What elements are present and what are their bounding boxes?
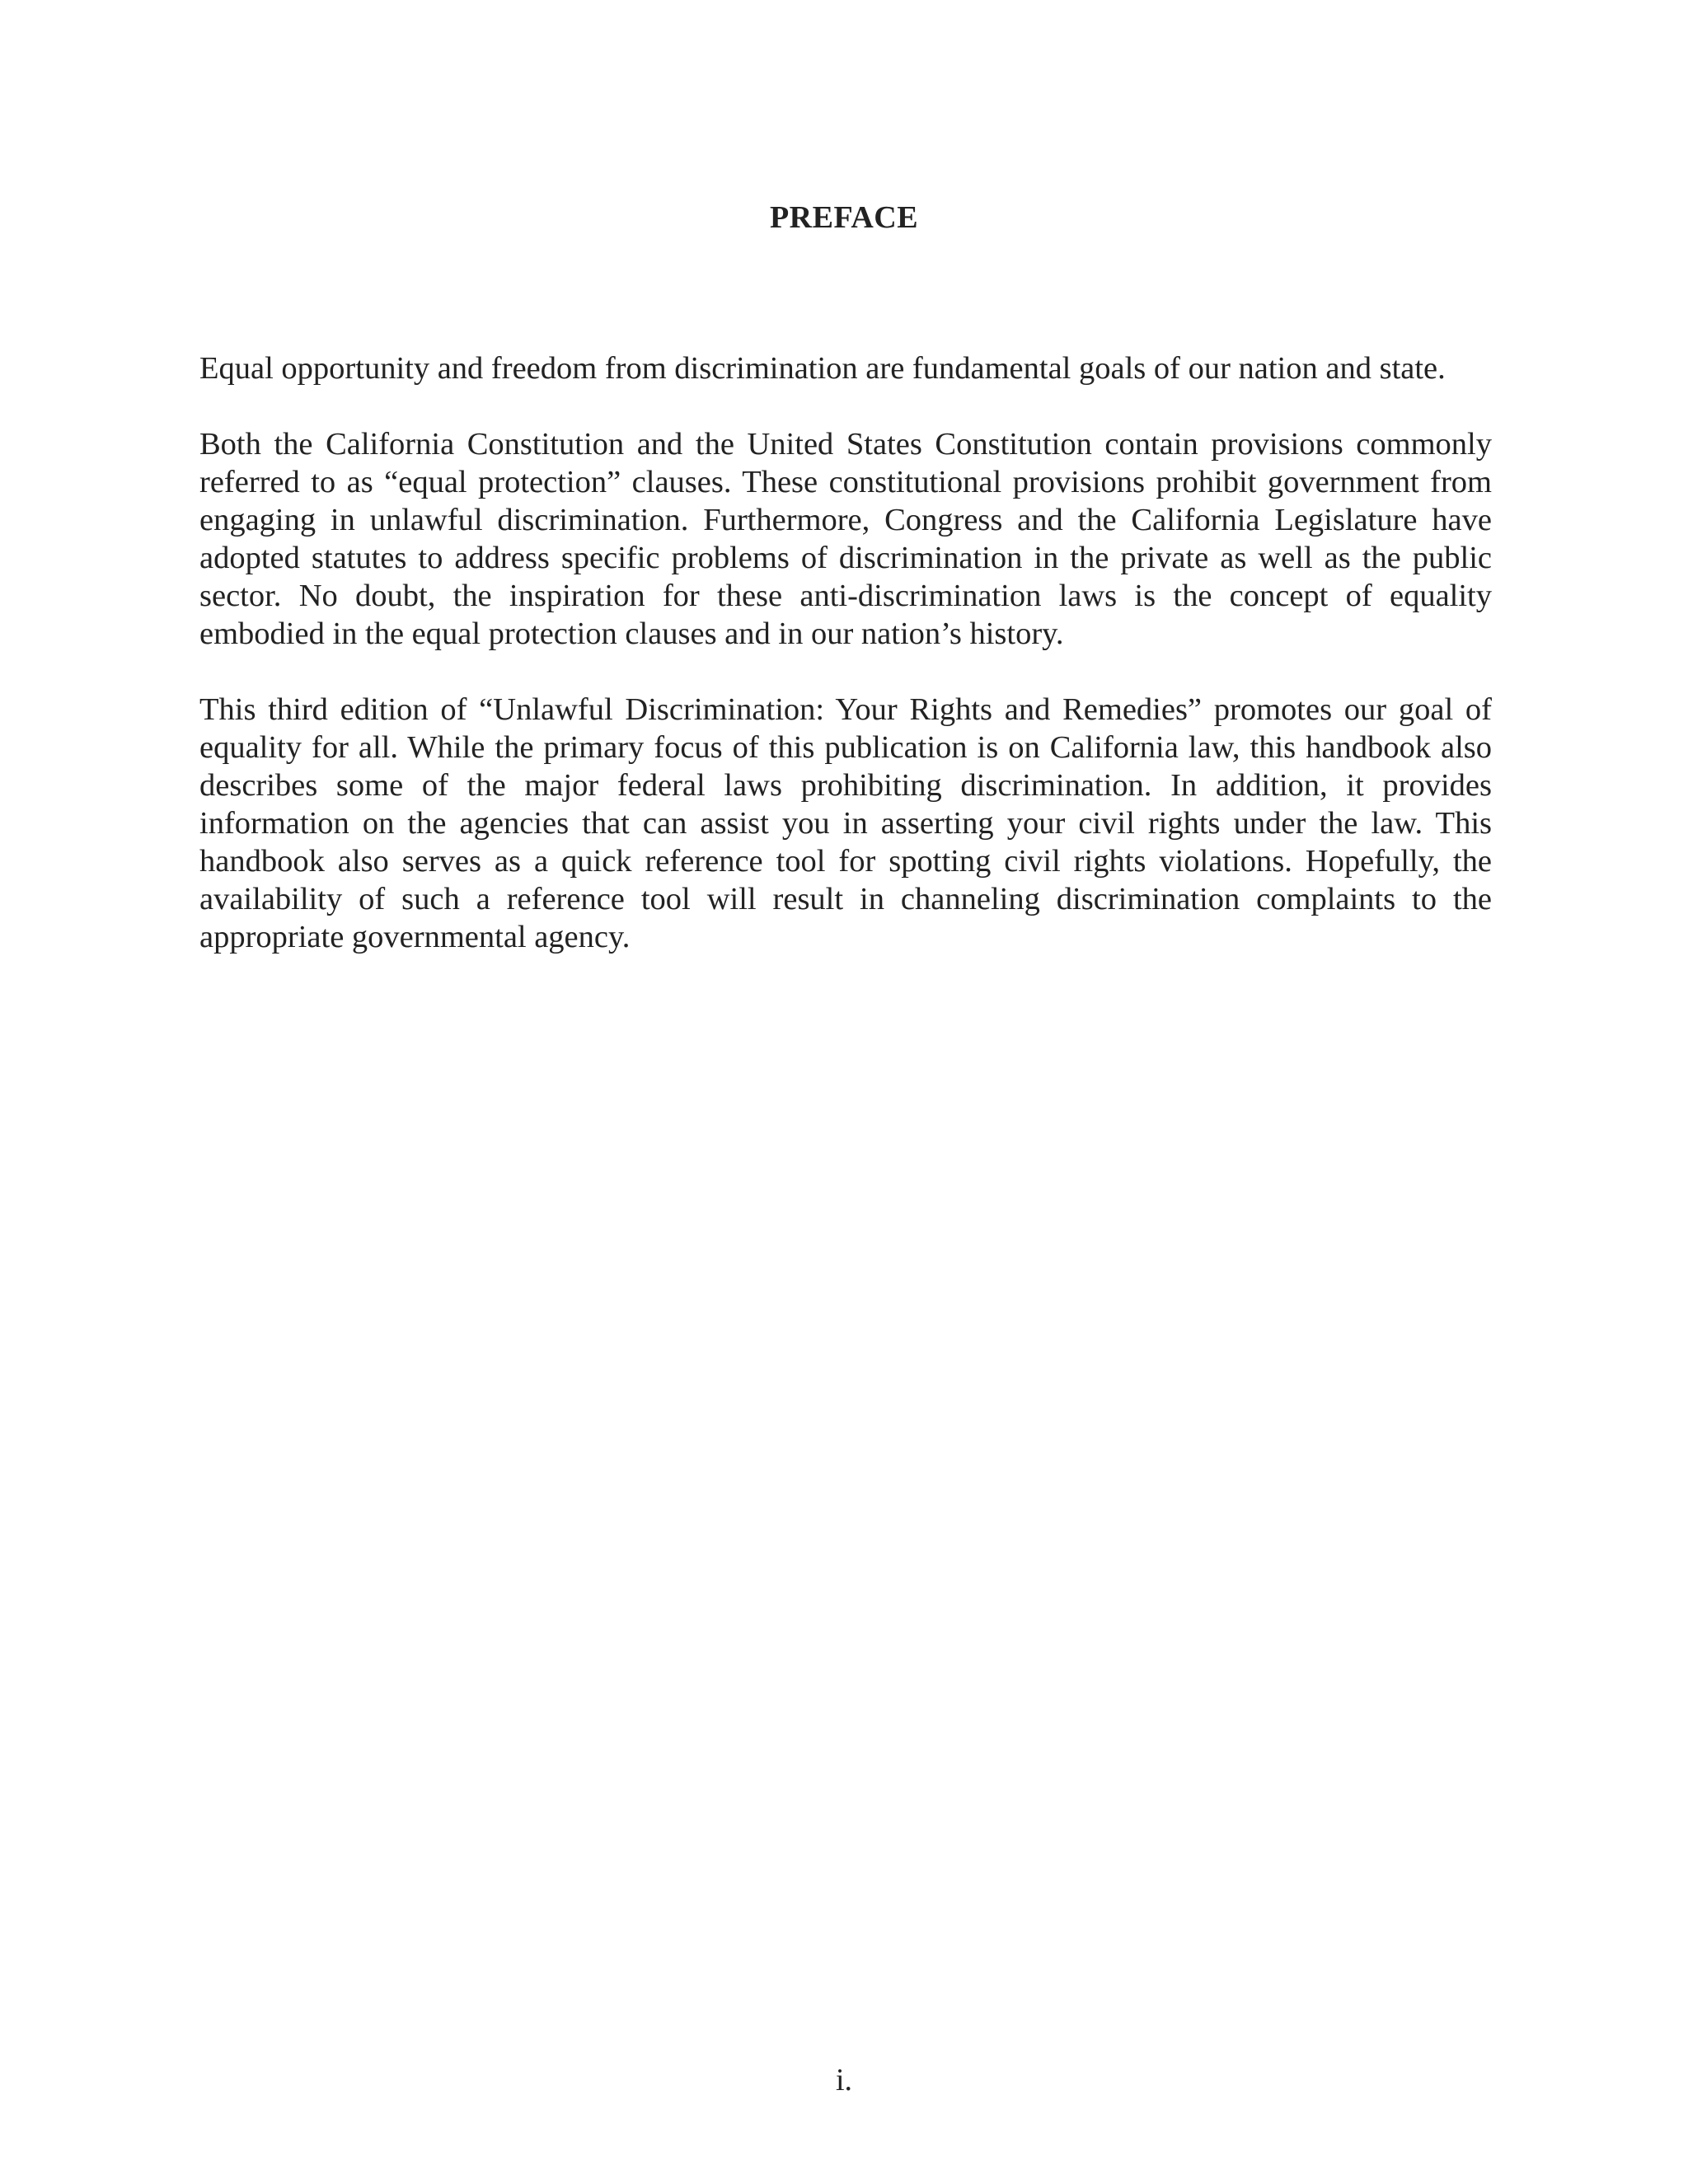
paragraph-third-edition: This third edition of “Unlawful Discrimination: Your Rights and Remedies” promotes our goal of equality for all. While the primary focus of this publication is on California law, this handbook also describes some of the major federal laws prohibiting discrimination. In addition, it provides information on the agencies that can assist you in asserting your civil rights under the law. This handbook also serves as a quick reference tool for spotting civil rights violations. Hopefully, the availability of such a reference tool will result in channeling discrimination complaints to the appropriate governmental agency. xyxy=(199,692,1492,954)
paragraph-equal-protection: Both the California Constitution and the United States Constitution contain provisions commonly referred to as “equal protection” clauses. These constitutional provisions prohibit government from engaging in unlawful discrimination. Furthermore, Congress and the California Legislature have adopted statutes to address specific problems of discrimination in the private as well as the public sector. No doubt, the inspiration for these anti-discrimination laws is the concept of equality embodied in the equal protection clauses and in our nation’s history. xyxy=(199,427,1492,651)
page-number: i. xyxy=(835,2063,853,2097)
page-title: PREFACE xyxy=(769,200,919,235)
paragraph-intro: Equal opportunity and freedom from discrimination are fundamental goals of our nation and state. xyxy=(199,351,1446,386)
